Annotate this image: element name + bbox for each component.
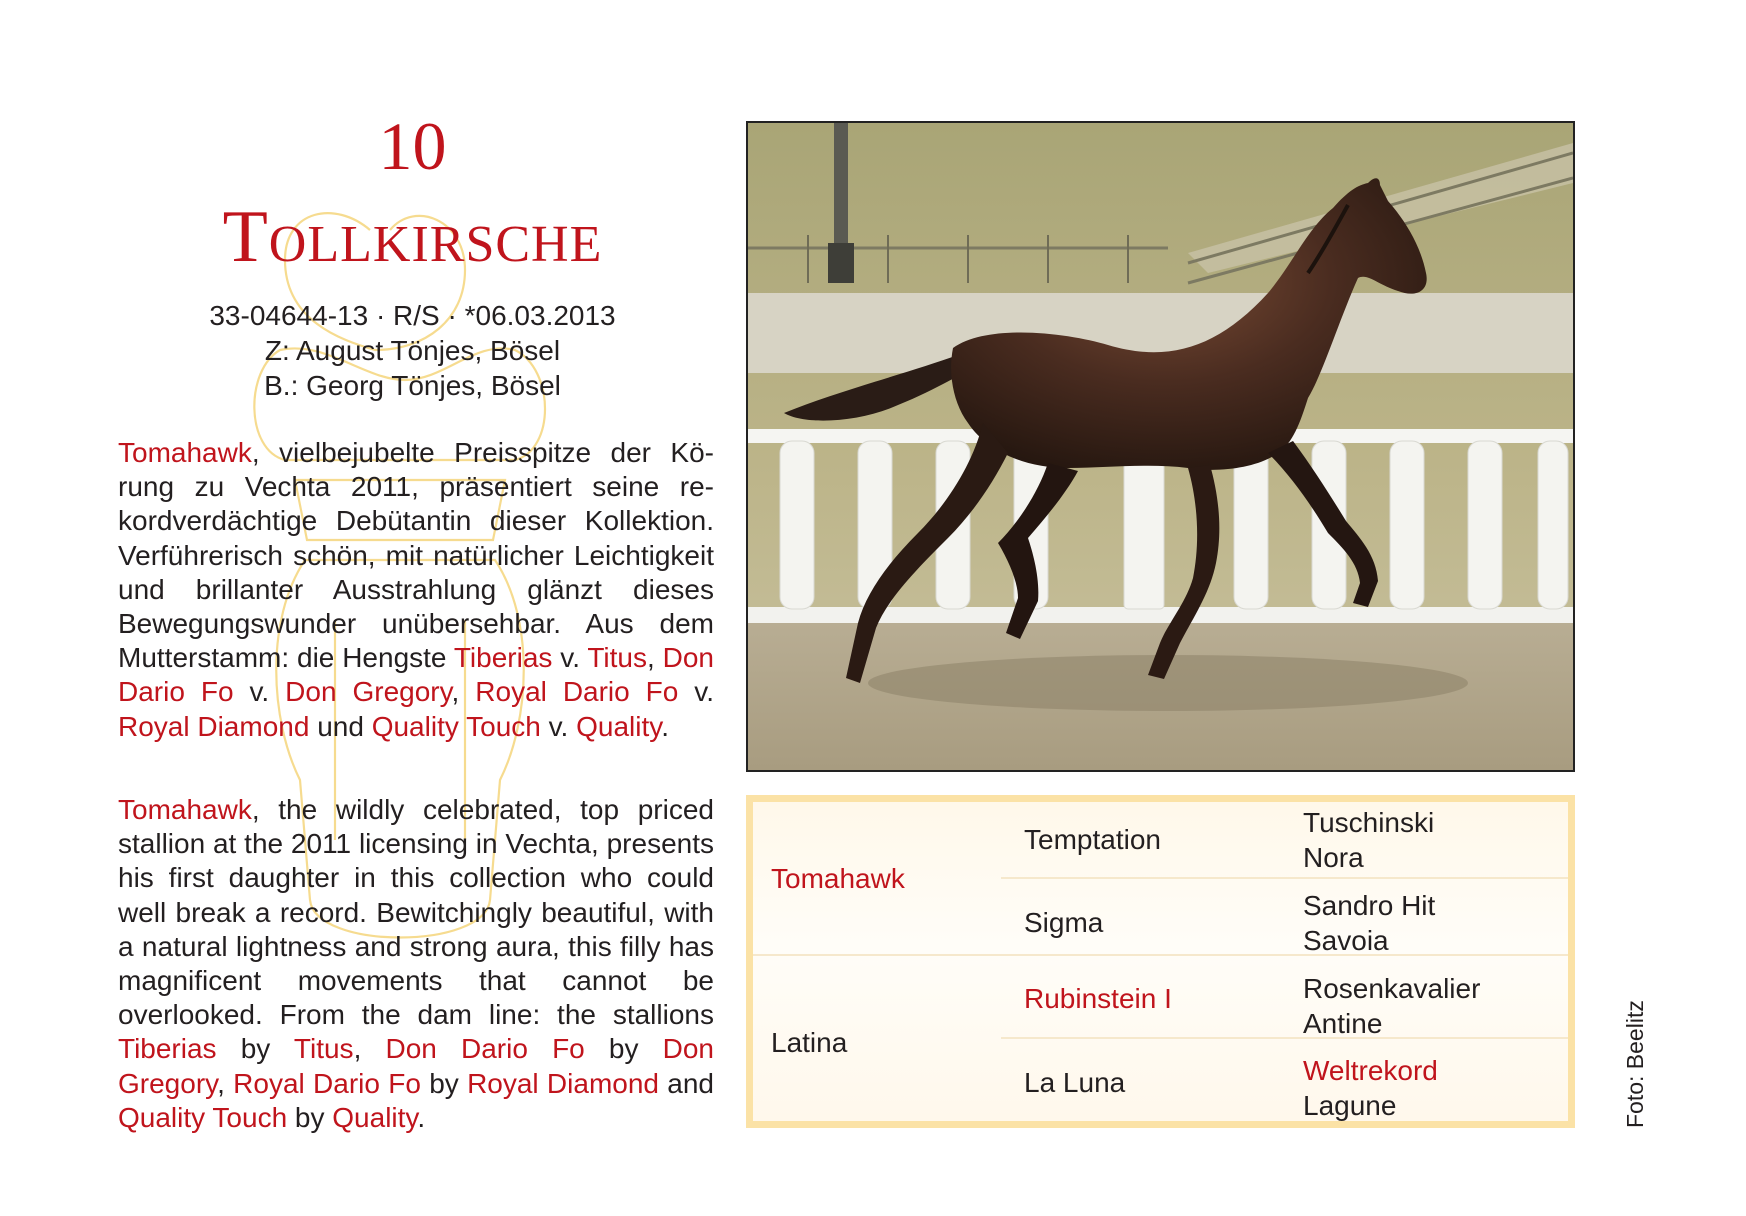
horse-name-reference: Royal Diamond: [467, 1067, 659, 1099]
horse-photo-illustration: [748, 123, 1573, 770]
description-text: by: [216, 1033, 294, 1065]
pedigree-dam-dam: La Luna: [1024, 1067, 1126, 1098]
horse-name-reference: Tiberias: [453, 642, 553, 674]
horse-name-reference: Titus: [293, 1033, 354, 1065]
pedigree-g3-5: Rosenkavalier: [1303, 973, 1481, 1004]
pedigree-g3-8: Lagune: [1303, 1090, 1397, 1121]
pedigree-g3-7: Weltrekord: [1303, 1055, 1438, 1086]
pedigree-divider: [1001, 877, 1568, 879]
description-text: ,: [646, 642, 663, 674]
description-text: ,: [217, 1067, 234, 1099]
breeder-line: Z: August Tönjes, Bösel: [264, 335, 561, 366]
horse-name-reference: Don Dario Fo: [385, 1033, 585, 1065]
lot-number: 10: [378, 108, 447, 184]
pedigree-g3-1: Tuschinski: [1303, 807, 1435, 838]
pedigree-table: [746, 795, 1575, 1128]
horse-meta: [110, 298, 715, 403]
description-text: .: [417, 1101, 426, 1133]
description-text: and: [659, 1067, 715, 1099]
description-text: by: [420, 1067, 468, 1099]
description-english: [118, 793, 714, 1135]
horse-name-reference: Tomahawk: [118, 437, 252, 468]
pedigree-sire: Tomahawk: [771, 863, 905, 894]
description-text: , the wildly celebrated, top priced stallion at the 2011 licensing in Vechta, presents his first daughter in this collection who could well break a record. Bewitchingly beautiful, with a natural lightness and strong aura, this filly has magnificent movements that cannot be overlooked. From the dam line: the stallions: [118, 794, 714, 1031]
description-text: v.: [678, 676, 715, 708]
description-text: , vielbejubelte Preisspitze der Körung zu Vechta 2011, präsentiert seine rekordverdächtige Debütantin dieser Kollektion. Verführerisch schön, mit natürlicher Leichtigkeit und brillanter Ausstrahlung glänzt dieses Bewegungswunder unübersehbar. Aus dem Mutterstamm: die Hengste: [118, 437, 714, 674]
horse-name-reference: Royal Dario Fo: [475, 676, 679, 708]
horse-name-reference: Quality Touch: [371, 710, 541, 742]
pedigree-sire-dam: Sigma: [1024, 907, 1104, 938]
horse-photo: [746, 121, 1575, 772]
horse-name-reference: Royal Dario Fo: [233, 1067, 421, 1099]
horse-name-reference: Don Gregory: [118, 1033, 715, 1099]
horse-name-reference: Tiberias: [118, 1033, 217, 1065]
horse-name-reference: Quality Touch: [118, 1101, 288, 1133]
pedigree-dam: Latina: [771, 1027, 848, 1058]
photo-credit: Foto: Beelitz: [1622, 1000, 1648, 1128]
horse-name-reference: Don Dario Fo: [118, 642, 714, 708]
horse-name-reference: Quality: [332, 1101, 418, 1133]
description-text: .: [661, 710, 669, 742]
pedigree-divider: [753, 954, 1568, 956]
pedigree-dam-sire: Rubinstein I: [1024, 983, 1172, 1014]
description-text: ,: [451, 676, 476, 708]
registration-line: 33-04644-13 · R/S · *06.03.2013: [209, 300, 616, 331]
pedigree-sire-sire: Temptation: [1024, 824, 1161, 855]
pedigree-g3-3: Sandro Hit: [1303, 890, 1436, 921]
description-german: [118, 436, 714, 744]
description-text: v.: [552, 642, 588, 674]
horse-name-reference: Don Gregory: [285, 676, 452, 708]
description-text: und: [309, 710, 372, 742]
pedigree-g3-6: Antine: [1303, 1008, 1383, 1039]
pedigree-g3-4: Savoia: [1303, 925, 1389, 956]
description-text: v.: [233, 676, 286, 708]
pedigree-divider: [1001, 1037, 1568, 1039]
description-text: v.: [540, 710, 577, 742]
description-text: ,: [353, 1033, 386, 1065]
description-text: by: [287, 1101, 333, 1133]
horse-name-reference: Royal Diamond: [118, 710, 310, 742]
pedigree-g3-2: Nora: [1303, 842, 1364, 873]
horse-name: Tollkirsche: [222, 196, 603, 278]
horse-name-reference: Tomahawk: [118, 794, 252, 825]
horse-name-reference: Quality: [576, 710, 662, 742]
horse-name-reference: Titus: [587, 642, 647, 674]
owner-line: B.: Georg Tönjes, Bösel: [264, 370, 561, 401]
description-text: by: [584, 1033, 663, 1065]
